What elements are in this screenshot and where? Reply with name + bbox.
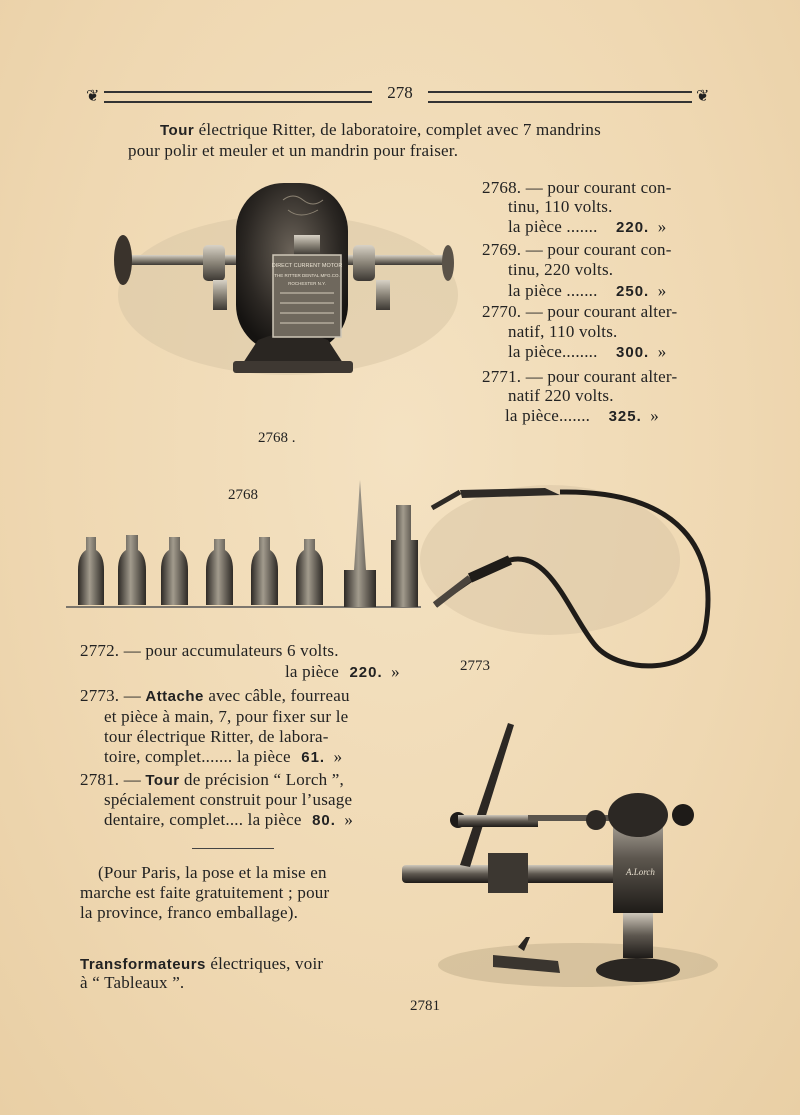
intro-line-2: pour polir et meuler et un mandrin pour fraiser.	[128, 141, 459, 160]
lathe-brand: A.Lorch	[626, 867, 655, 877]
item-2769-line-2: tinu, 220 volts.	[508, 260, 614, 279]
cable-caption: 2773	[460, 658, 490, 674]
item-2769-price: 250.	[616, 283, 650, 300]
item-2768-line-3: la pièce ....... 220. »	[508, 217, 667, 236]
lathe-caption: 2781	[410, 998, 440, 1014]
header-rule-left	[104, 91, 372, 103]
item-2768-line-2: tinu, 110 volts.	[508, 197, 613, 216]
motor-caption: 2768 .	[258, 430, 296, 446]
item-2771-line-1: 2771. — pour courant alter-	[482, 367, 678, 386]
item-2770-price: 300.	[616, 344, 650, 361]
item-2772-line-1: 2772. — pour accumulateurs 6 volts.	[80, 641, 339, 660]
header-ornament-right: ❦	[696, 88, 710, 105]
paris-note-line-1: (Pour Paris, la pose et la mise en	[98, 863, 327, 882]
transfo-bold-word: Transformateurs	[80, 956, 206, 973]
item-2773-line-2: et pièce à main, 7, pour fixer sur le	[104, 707, 349, 726]
motor-plate-title: DIRECT CURRENT MOTOR	[271, 263, 343, 269]
item-2769-line-1: 2769. — pour courant con-	[482, 240, 672, 259]
intro-line-1: Tour électrique Ritter, de laboratoire, complet avec 7 mandrins	[160, 120, 601, 139]
item-2781-line-1: 2781. — Tour de précision “ Lorch ”,	[80, 770, 344, 789]
item-2768-line-1: 2768. — pour courant con-	[482, 178, 672, 197]
item-2769-line-3: la pièce ....... 250. »	[508, 281, 667, 300]
item-2772-line-2: la pièce 220. »	[285, 662, 400, 681]
item-2768-price: 220.	[616, 219, 650, 236]
item-2773-line-4: toire, complet....... la pièce 61. »	[104, 747, 343, 766]
item-2770-line-3: la pièce........ 300. »	[508, 342, 667, 361]
transfo-line-1: Transformateurs électriques, voir	[80, 954, 324, 973]
item-2781-price: 80.	[312, 812, 336, 829]
item-2771-line-2: natif 220 volts.	[508, 386, 614, 405]
paris-note-line-3: la province, franco emballage).	[80, 903, 299, 922]
motor-plate-maker: THE RITTER DENTAL MFG.CO.	[274, 273, 340, 278]
item-2771-line-3: la pièce....... 325. »	[505, 406, 659, 425]
item-2773-line-3: tour électrique Ritter, de labora-	[104, 727, 329, 746]
lathe-illustration	[398, 715, 718, 1000]
item-2772-price: 220.	[349, 664, 383, 681]
paris-note-line-2: marche est faite gratuitement ; pour	[80, 883, 330, 902]
transfo-line-2: à “ Tableaux ”.	[80, 973, 185, 992]
page-number: 278	[387, 83, 413, 102]
item-2773-line-1: 2773. — Attache avec câble, fourreau	[80, 686, 350, 705]
separator-rule	[192, 848, 274, 849]
cable-illustration	[420, 470, 720, 680]
header-rule-right	[428, 91, 692, 103]
header-ornament-left: ❦	[86, 88, 100, 105]
motor-plate-city: ROCHESTER N.Y.	[288, 281, 326, 286]
item-2781-bold-word: Tour	[145, 772, 180, 789]
item-2773-bold-word: Attache	[145, 688, 204, 705]
motor-illustration	[108, 175, 468, 390]
item-2781-line-3: dentaire, complet.... la pièce 80. »	[104, 810, 354, 829]
intro-bold-word: Tour	[160, 122, 195, 139]
item-2773-price: 61.	[301, 749, 326, 766]
mandrels-illustration	[66, 475, 426, 615]
item-2770-line-2: natif, 110 volts.	[508, 322, 618, 341]
item-2771-price: 325.	[608, 408, 642, 425]
item-2770-line-1: 2770. — pour courant alter-	[482, 302, 678, 321]
item-2781-line-2: spécialement construit pour l’usage	[104, 790, 353, 809]
mandrels-caption: 2768	[228, 487, 258, 503]
